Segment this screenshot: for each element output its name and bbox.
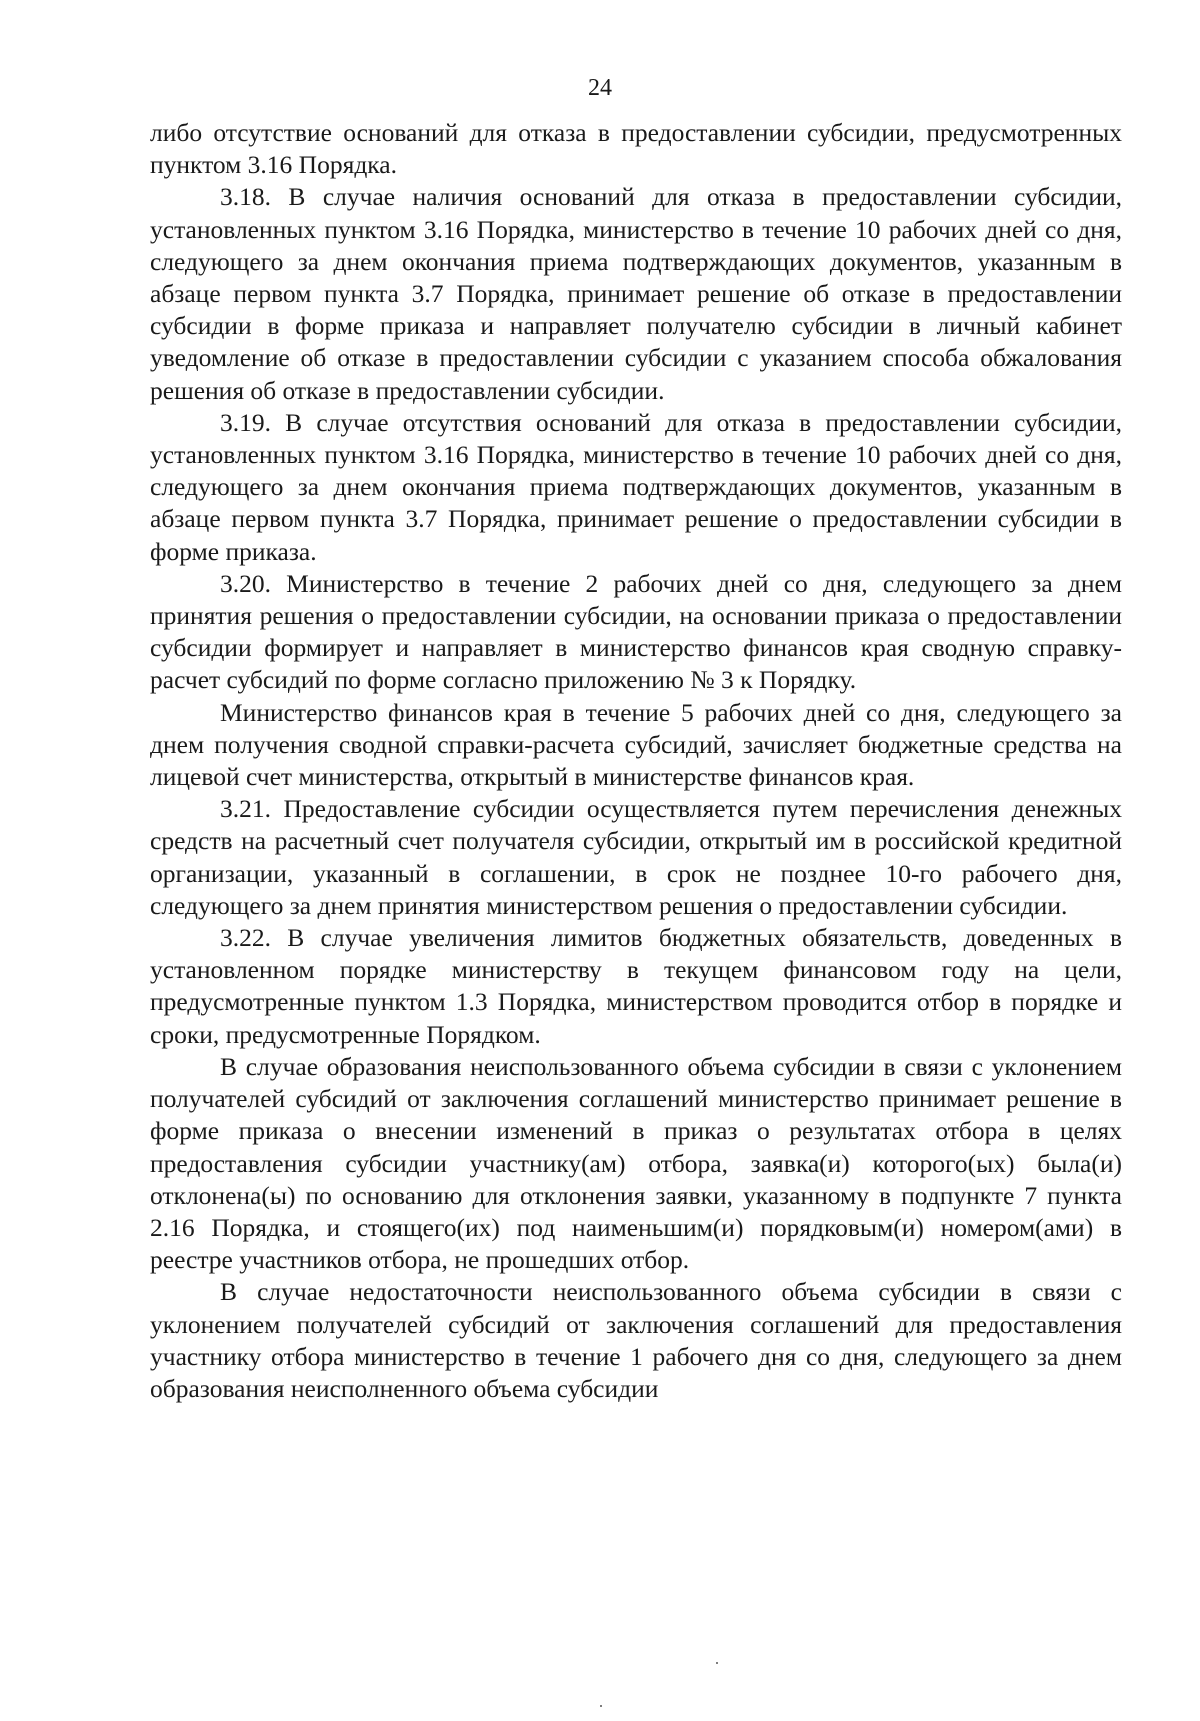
paragraph-3-19: 3.19. В случае отсутствия оснований для отказа в предоставлении субсидии, установленных пунктом 3.16 Порядка, министерство в течение 10 рабочих дней со дня, следующего за днем окончания приема подтверждающих документов, указанным в абзаце первом пункта 3.7 Порядка, принимает решение о предоставлении субсидии в форме приказа.	[150, 407, 1122, 566]
page-number: 24	[588, 75, 612, 101]
paragraph-finance-ministry: Министерство финансов края в течение 5 рабочих дней со дня, следующего за днем получения сводной справки-расчета субсидий, зачисляет бюджетные средства на лицевой счет министерства, открытый в министерстве финансов края.	[150, 697, 1122, 792]
paragraph-3-22: 3.22. В случае увеличения лимитов бюджетных обязательств, доведенных в установленном порядке министерству в текущем финансовом году на цели, предусмотренные пунктом 1.3 Порядка, министерством проводится отбор в порядке и сроки, предусмотренные Порядком.	[150, 923, 1122, 1049]
scan-speck	[600, 1705, 602, 1707]
paragraph-continuation: либо отсутствие оснований для отказа в предоставлении субсидии, предусмотренных пунктом 3.16 Порядка.	[150, 118, 1122, 180]
document-body	[150, 117, 1122, 1405]
paragraph-3-18: 3.18. В случае наличия оснований для отказа в предоставлении субсидии, установленных пунктом 3.16 Порядка, министерство в течение 10 рабочих дней со дня, следующего за днем окончания приема подтверждающих документов, указанным в абзаце первом пункта 3.7 Порядка, принимает решение об отказе в предоставлении субсидии в форме приказа и направляет получателю субсидии в личный кабинет уведомление об отказе в предоставлении субсидии с указанием способа обжалования решения об отказе в предоставлении субсидии.	[150, 182, 1122, 405]
paragraph-unused-subsidy: В случае образования неиспользованного объема субсидии в связи с уклонением получателей субсидий от заключения соглашений министерство принимает решение в форме приказа о внесении изменений в приказ о результатах отбора в целях предоставления субсидии участнику(ам) отбора, заявка(и) которого(ых) была(и) отклонена(ы) по основанию для отклонения заявки, указанному в подпункте 7 пункта 2.16 Порядка, и стоящего(их) под наименьшим(и) порядковым(и) номером(ами) в реестре участников отбора, не прошедших отбор.	[150, 1051, 1122, 1275]
paragraph-insufficient-subsidy: В случае недостаточности неиспользованного объема субсидии в связи с уклонением получателей субсидий от заключения соглашений для предоставления участнику отбора министерство в течение 1 рабочего дня со дня, следующего за днем образования неисполненного объема субсидии	[150, 1277, 1122, 1403]
paragraph-3-20: 3.20. Министерство в течение 2 рабочих дней со дня, следующего за днем принятия решения о предоставлении субсидии, на основании приказа о предоставлении субсидии формирует и направляет в министерство финансов края сводную справку-расчет субсидий по форме согласно приложению № 3 к Порядку.	[150, 568, 1122, 695]
paragraph-3-21: 3.21. Предоставление субсидии осуществляется путем перечисления денежных средств на расчетный счет получателя субсидии, открытый им в российской кредитной организации, указанный в соглашении, в срок не позднее 10-го рабочего дня, следующего за днем принятия министерством решения о предоставлении субсидии.	[150, 794, 1122, 920]
scan-speck	[716, 1662, 718, 1664]
